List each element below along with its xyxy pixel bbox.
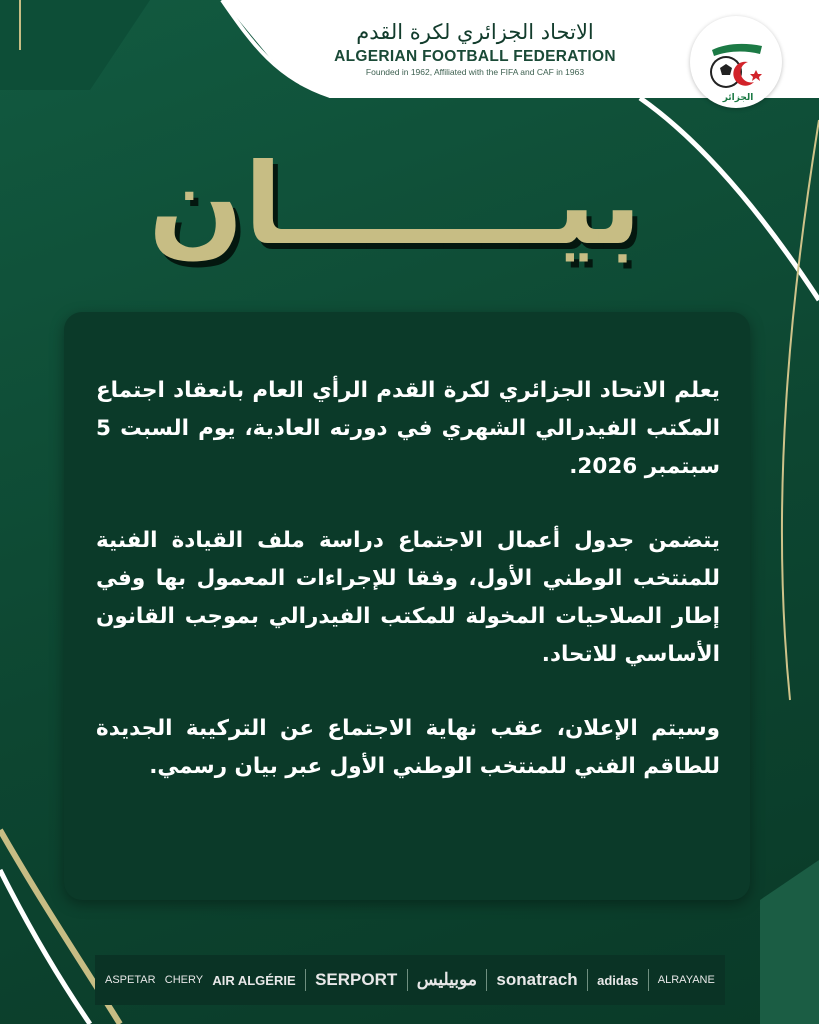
statement-paragraph: يتضمن جدول أعمال الاجتماع دراسة ملف القيادة الفنية للمنتخب الوطني الأول، وفقا للإجراءات المعمول بها وفي إطار الصلاحيات المخولة للمكتب الفيدرالي بموجب القانون الأساسي للاتحاد. [96, 528, 720, 667]
federation-name-english: ALGERIAN FOOTBALL FEDERATION [334, 48, 616, 65]
sponsor-logo-aspetar: ASPETAR [105, 974, 156, 986]
sponsor-divider [305, 969, 306, 991]
statement-paragraph: يعلم الاتحاد الجزائري لكرة القدم الرأي العام بانعقاد اجتماع المكتب الفيدرالي الشهري في دورته العادية، يوم السبت 5 سبتمبر 2026. [96, 378, 720, 479]
sponsor-logo-mobilis: موبيليس [416, 970, 477, 989]
statement-body [96, 372, 720, 822]
sponsor-divider [486, 969, 487, 991]
federation-logo [690, 16, 782, 108]
statement-title: بيـــــــان [148, 140, 642, 270]
statement-paragraph: وسيتم الإعلان، عقب نهاية الاجتماع عن التركيبة الجديدة للطاقم الفني للمنتخب الوطني الأول عبر بيان رسمي. [96, 716, 720, 779]
sponsor-divider [407, 969, 408, 991]
sponsor-logo-chery: CHERY [164, 974, 204, 986]
sponsor-logo-serport: SERPORT [315, 970, 398, 989]
sponsor-logo-alrayane: ALRAYANE [657, 974, 715, 986]
svg-text:الجزائر: الجزائر [722, 93, 754, 103]
federation-name-arabic: الاتحاد الجزائري لكرة القدم [356, 20, 594, 44]
sponsor-logo-air-algerie: AIR ALGÉRIE [212, 972, 296, 988]
sponsor-logo-sonatrach: sonatrach [496, 970, 578, 989]
sponsor-divider [587, 969, 588, 991]
federation-founded-text: Founded in 1962, Affiliated with the FIFA and CAF in 1963 [365, 67, 585, 77]
sponsor-logo-adidas: adidas [597, 972, 639, 988]
federation-logo-icon [690, 16, 782, 108]
sponsor-bar [105, 960, 715, 1000]
sponsor-divider [648, 969, 649, 991]
federation-header [330, 18, 620, 78]
